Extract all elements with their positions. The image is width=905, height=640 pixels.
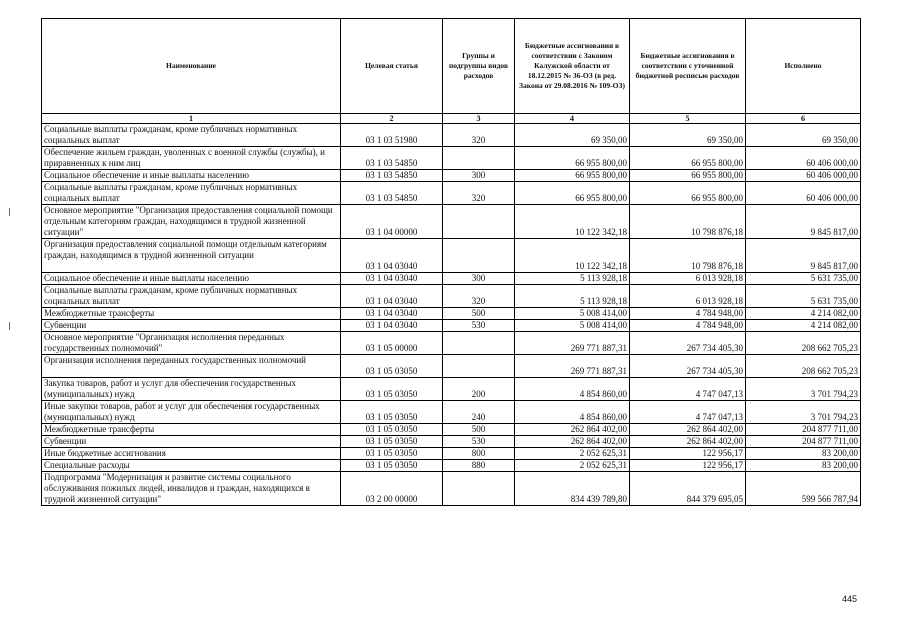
cell-group	[443, 147, 515, 170]
cell-code: 03 1 03 51980	[341, 124, 443, 147]
cell-name: Субвенции	[42, 436, 341, 448]
cell-group: 880	[443, 460, 515, 472]
table-row	[42, 401, 861, 424]
budget-table	[41, 18, 861, 506]
column-number: 1	[42, 114, 341, 124]
cell-code: 03 1 05 03050	[341, 436, 443, 448]
cell-group: 320	[443, 285, 515, 308]
cell-law: 4 854 860,00	[515, 378, 630, 401]
table-row	[42, 436, 861, 448]
cell-executed: 9 845 817,00	[746, 205, 861, 239]
table-row	[42, 182, 861, 205]
cell-executed: 3 701 794,23	[746, 401, 861, 424]
header-executed: Исполнено	[746, 19, 861, 114]
cell-group	[443, 355, 515, 378]
cell-code: 03 1 04 03040	[341, 273, 443, 285]
cell-executed: 83 200,00	[746, 460, 861, 472]
table-row	[42, 285, 861, 308]
cell-code: 03 1 04 03040	[341, 320, 443, 332]
cell-code: 03 1 03 54850	[341, 147, 443, 170]
page-number: 445	[842, 594, 858, 604]
table-row	[42, 355, 861, 378]
cell-executed: 3 701 794,23	[746, 378, 861, 401]
cell-name: Иные закупки товаров, работ и услуг для обеспечения государственных (муниципальных) нужд	[42, 401, 341, 424]
cell-refined: 6 013 928,18	[630, 273, 746, 285]
cell-law: 5 008 414,00	[515, 308, 630, 320]
table-row	[42, 170, 861, 182]
cell-refined: 267 734 405,30	[630, 332, 746, 355]
cell-group: 500	[443, 424, 515, 436]
cell-law: 269 771 887,31	[515, 332, 630, 355]
cell-refined: 844 379 695,05	[630, 472, 746, 506]
cell-law: 262 864 402,00	[515, 424, 630, 436]
cell-name: Межбюджетные трансферты	[42, 424, 341, 436]
column-number: 5	[630, 114, 746, 124]
cell-executed: 60 406 000,00	[746, 147, 861, 170]
cell-name: Специальные расходы	[42, 460, 341, 472]
cell-executed: 204 877 711,00	[746, 436, 861, 448]
cell-refined: 4 784 948,00	[630, 320, 746, 332]
cell-refined: 66 955 800,00	[630, 147, 746, 170]
cell-law: 66 955 800,00	[515, 147, 630, 170]
cell-code: 03 1 05 03050	[341, 401, 443, 424]
cell-code: 03 1 04 03040	[341, 308, 443, 320]
table-row	[42, 472, 861, 506]
cell-name: Обеспечение жильем граждан, уволенных с военной службы (службы), и приравненных к ним лиц	[42, 147, 341, 170]
cell-law: 269 771 887,31	[515, 355, 630, 378]
cell-executed: 83 200,00	[746, 448, 861, 460]
cell-refined: 10 798 876,18	[630, 239, 746, 273]
cell-refined: 4 784 948,00	[630, 308, 746, 320]
cell-law: 5 113 928,18	[515, 285, 630, 308]
cell-code: 03 1 05 03050	[341, 378, 443, 401]
cell-code: 03 1 04 03040	[341, 285, 443, 308]
margin-mark	[9, 322, 10, 330]
cell-group: 800	[443, 448, 515, 460]
table-row	[42, 320, 861, 332]
cell-code: 03 1 04 03040	[341, 239, 443, 273]
cell-code: 03 1 05 00000	[341, 332, 443, 355]
table-row	[42, 205, 861, 239]
cell-name: Межбюджетные трансферты	[42, 308, 341, 320]
table-row	[42, 378, 861, 401]
cell-name: Иные бюджетные ассигнования	[42, 448, 341, 460]
header-refined: Бюджетные ассигнования в соответствии с уточненной бюджетной росписью расходов	[630, 19, 746, 114]
cell-law: 69 350,00	[515, 124, 630, 147]
cell-refined: 262 864 402,00	[630, 436, 746, 448]
cell-law: 66 955 800,00	[515, 170, 630, 182]
cell-name: Социальное обеспечение и иные выплаты населению	[42, 273, 341, 285]
cell-code: 03 1 03 54850	[341, 170, 443, 182]
cell-executed: 208 662 705,23	[746, 332, 861, 355]
table-row	[42, 460, 861, 472]
cell-law: 10 122 342,18	[515, 239, 630, 273]
cell-executed: 4 214 082,00	[746, 308, 861, 320]
table-row	[42, 273, 861, 285]
cell-name: Субвенции	[42, 320, 341, 332]
cell-group: 530	[443, 436, 515, 448]
cell-law: 5 113 928,18	[515, 273, 630, 285]
cell-name: Социальные выплаты гражданам, кроме публичных нормативных социальных выплат	[42, 124, 341, 147]
table-row	[42, 308, 861, 320]
cell-group	[443, 332, 515, 355]
cell-group: 200	[443, 378, 515, 401]
cell-code: 03 2 00 00000	[341, 472, 443, 506]
cell-law: 10 122 342,18	[515, 205, 630, 239]
table-row	[42, 448, 861, 460]
cell-name: Социальное обеспечение и иные выплаты населению	[42, 170, 341, 182]
cell-name: Основное мероприятие "Организация исполнения переданных государственных полномочий"	[42, 332, 341, 355]
cell-name: Социальные выплаты гражданам, кроме публичных нормативных социальных выплат	[42, 285, 341, 308]
cell-refined: 69 350,00	[630, 124, 746, 147]
cell-code: 03 1 05 03050	[341, 448, 443, 460]
table-row	[42, 424, 861, 436]
cell-refined: 4 747 047,13	[630, 378, 746, 401]
margin-mark	[9, 208, 10, 216]
header-law: Бюджетные ассигнования в соответствии с Законом Калужской области от 18.12.2015 № 36-ОЗ (в ред. Закона от 29.08.2016 № 109-ОЗ)	[515, 19, 630, 114]
header-row	[42, 19, 861, 114]
cell-name: Организация предоставления социальной помощи отдельным категориям граждан, находящимся в трудной жизненной ситуации	[42, 239, 341, 273]
cell-group: 530	[443, 320, 515, 332]
cell-refined: 6 013 928,18	[630, 285, 746, 308]
cell-code: 03 1 05 03050	[341, 355, 443, 378]
cell-law: 5 008 414,00	[515, 320, 630, 332]
cell-law: 834 439 789,80	[515, 472, 630, 506]
cell-code: 03 1 03 54850	[341, 182, 443, 205]
cell-refined: 122 956,17	[630, 460, 746, 472]
cell-name: Основное мероприятие "Организация предоставления социальной помощи отдельным категориям граждан, находящимся в трудной жизненной ситуации"	[42, 205, 341, 239]
cell-executed: 60 406 000,00	[746, 170, 861, 182]
table-row	[42, 239, 861, 273]
cell-law: 2 052 625,31	[515, 460, 630, 472]
cell-group	[443, 472, 515, 506]
cell-group: 300	[443, 273, 515, 285]
cell-refined: 10 798 876,18	[630, 205, 746, 239]
cell-code: 03 1 05 03050	[341, 460, 443, 472]
cell-group	[443, 205, 515, 239]
cell-refined: 267 734 405,30	[630, 355, 746, 378]
cell-executed: 5 631 735,00	[746, 285, 861, 308]
cell-executed: 599 566 787,94	[746, 472, 861, 506]
cell-name: Подпрограмма "Модернизация и развитие системы социального обслуживания пожилых людей, инвалидов и граждан, находящихся в трудной жизненной ситуации"	[42, 472, 341, 506]
header-name: Наименование	[42, 19, 341, 114]
cell-code: 03 1 04 00000	[341, 205, 443, 239]
header-target: Целевая статья	[341, 19, 443, 114]
cell-executed: 204 877 711,00	[746, 424, 861, 436]
cell-executed: 4 214 082,00	[746, 320, 861, 332]
cell-group: 240	[443, 401, 515, 424]
cell-group	[443, 239, 515, 273]
cell-refined: 4 747 047,13	[630, 401, 746, 424]
cell-group: 320	[443, 182, 515, 205]
cell-refined: 66 955 800,00	[630, 182, 746, 205]
column-number: 4	[515, 114, 630, 124]
cell-refined: 66 955 800,00	[630, 170, 746, 182]
cell-name: Закупка товаров, работ и услуг для обеспечения государственных (муниципальных) нужд	[42, 378, 341, 401]
column-number: 6	[746, 114, 861, 124]
cell-law: 66 955 800,00	[515, 182, 630, 205]
cell-executed: 9 845 817,00	[746, 239, 861, 273]
header-groups: Группы и подгруппы видов расходов	[443, 19, 515, 114]
cell-group: 320	[443, 124, 515, 147]
column-number-row	[42, 114, 861, 124]
cell-group: 300	[443, 170, 515, 182]
cell-executed: 208 662 705,23	[746, 355, 861, 378]
cell-law: 2 052 625,31	[515, 448, 630, 460]
table-row	[42, 332, 861, 355]
cell-name: Социальные выплаты гражданам, кроме публичных нормативных социальных выплат	[42, 182, 341, 205]
cell-code: 03 1 05 03050	[341, 424, 443, 436]
cell-refined: 122 956,17	[630, 448, 746, 460]
cell-executed: 5 631 735,00	[746, 273, 861, 285]
cell-executed: 60 406 000,00	[746, 182, 861, 205]
cell-name: Организация исполнения переданных государственных полномочий	[42, 355, 341, 378]
table-row	[42, 124, 861, 147]
cell-law: 4 854 860,00	[515, 401, 630, 424]
table-body	[42, 124, 861, 506]
table-row	[42, 147, 861, 170]
cell-refined: 262 864 402,00	[630, 424, 746, 436]
cell-executed: 69 350,00	[746, 124, 861, 147]
column-number: 2	[341, 114, 443, 124]
cell-group: 500	[443, 308, 515, 320]
cell-law: 262 864 402,00	[515, 436, 630, 448]
column-number: 3	[443, 114, 515, 124]
